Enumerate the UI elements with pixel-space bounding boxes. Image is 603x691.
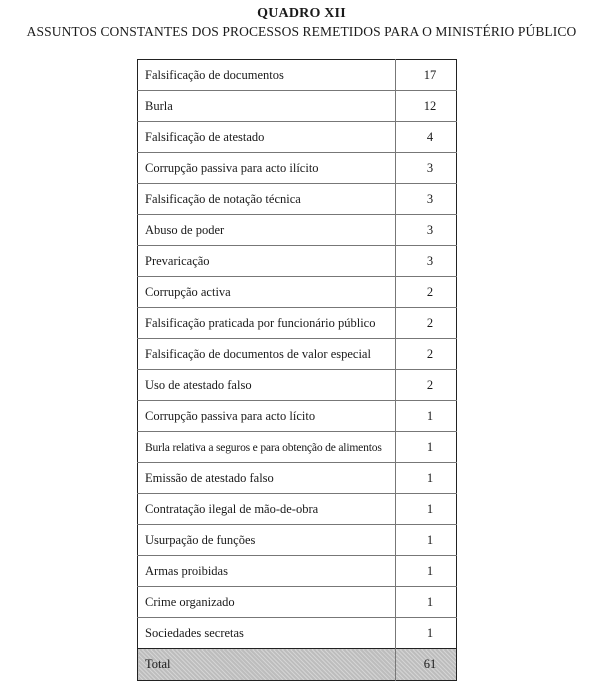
row-label: Emissão de atestado falso — [138, 463, 396, 494]
table-row — [138, 401, 457, 432]
table-row — [138, 587, 457, 618]
row-label: Sociedades secretas — [138, 618, 396, 649]
table-row — [138, 122, 457, 153]
row-value: 2 — [396, 370, 457, 401]
table-row — [138, 618, 457, 649]
row-value: 2 — [396, 339, 457, 370]
row-value: 1 — [396, 618, 457, 649]
row-label: Falsificação de documentos — [138, 60, 396, 91]
subjects-table — [137, 59, 457, 681]
table-row — [138, 60, 457, 91]
row-value: 12 — [396, 91, 457, 122]
table-row — [138, 308, 457, 339]
row-label: Corrupção passiva para acto lícito — [138, 401, 396, 432]
table-row — [138, 494, 457, 525]
table-row — [138, 463, 457, 494]
row-value: 3 — [396, 246, 457, 277]
row-value: 3 — [396, 215, 457, 246]
table-row — [138, 370, 457, 401]
row-value: 1 — [396, 463, 457, 494]
row-label: Corrupção activa — [138, 277, 396, 308]
row-label: Prevaricação — [138, 246, 396, 277]
row-label: Burla relativa a seguros e para obtenção de alimentos — [138, 432, 396, 463]
row-value: 2 — [396, 277, 457, 308]
table-row — [138, 246, 457, 277]
row-label: Falsificação de documentos de valor especial — [138, 339, 396, 370]
row-label: Burla — [138, 91, 396, 122]
row-value: 3 — [396, 184, 457, 215]
table-subtitle: ASSUNTOS CONSTANTES DOS PROCESSOS REMETIDOS PARA O MINISTÉRIO PÚBLICO — [26, 24, 577, 39]
row-value: 17 — [423, 67, 437, 82]
row-value: 1 — [396, 401, 457, 432]
table-row — [138, 153, 457, 184]
total-label: Total — [138, 649, 396, 681]
row-value: 3 — [396, 153, 457, 184]
table-row — [138, 184, 457, 215]
row-label: Usurpação de funções — [138, 525, 396, 556]
row-label: Contratação ilegal de mão-de-obra — [138, 494, 396, 525]
table-row — [138, 91, 457, 122]
row-label: Falsificação de notação técnica — [138, 184, 396, 215]
table-row — [138, 556, 457, 587]
table-row — [138, 339, 457, 370]
total-value: 61 — [396, 649, 457, 681]
row-label: Falsificação praticada por funcionário público — [138, 308, 396, 339]
row-label: Falsificação de atestado — [138, 122, 396, 153]
row-value: 1 — [396, 556, 457, 587]
table-title: QUADRO XII — [257, 6, 346, 21]
row-label: Corrupção passiva para acto ilícito — [138, 153, 396, 184]
row-label: Crime organizado — [138, 587, 396, 618]
table-row — [138, 432, 457, 463]
total-row — [138, 649, 457, 681]
row-label: Abuso de poder — [138, 215, 396, 246]
row-value: 2 — [396, 308, 457, 339]
row-label: Uso de atestado falso — [138, 370, 396, 401]
row-value: 1 — [396, 525, 457, 556]
row-label: Armas proibidas — [138, 556, 396, 587]
row-value: 4 — [396, 122, 457, 153]
table-row — [138, 277, 457, 308]
row-value: 1 — [396, 432, 457, 463]
row-value: 1 — [396, 494, 457, 525]
table-row — [138, 525, 457, 556]
row-value: 1 — [396, 587, 457, 618]
table-row — [138, 215, 457, 246]
